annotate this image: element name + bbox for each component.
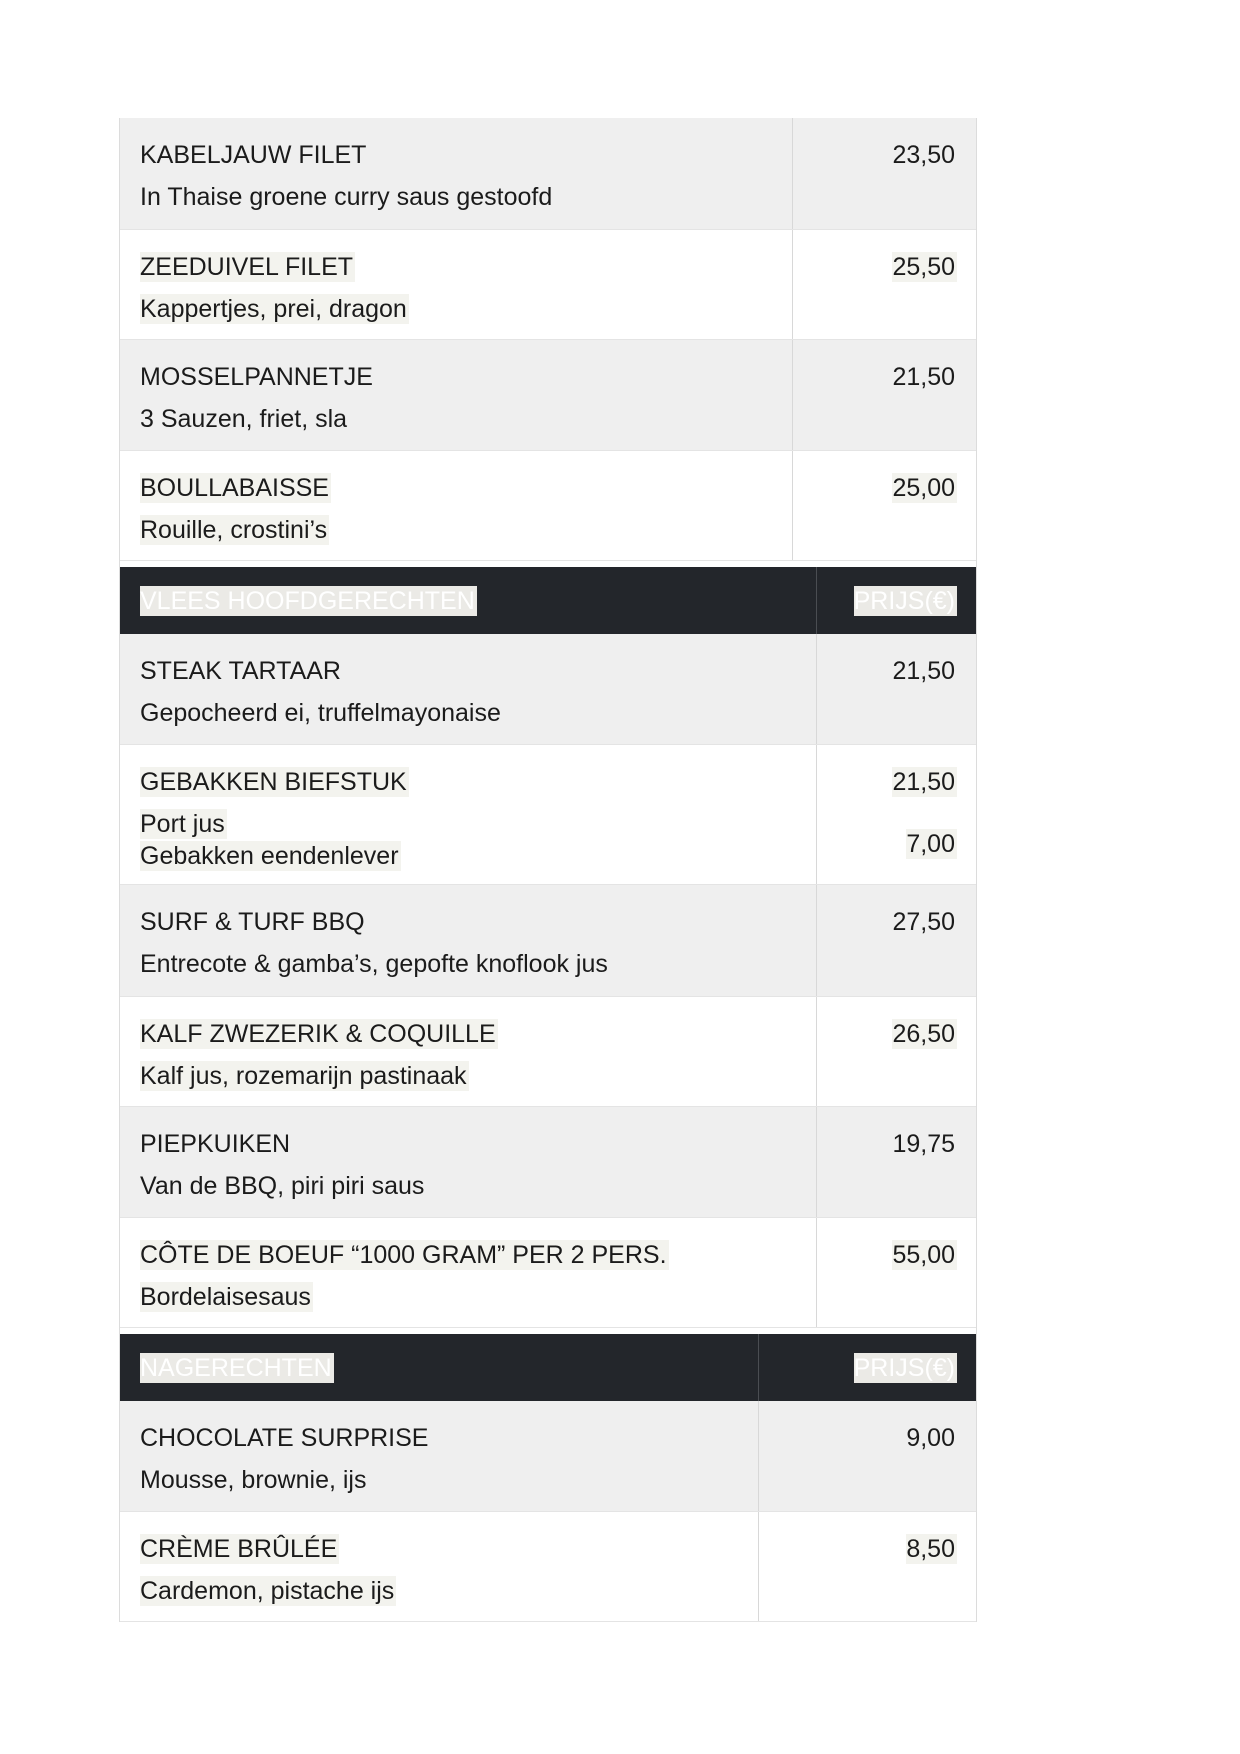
item-price: 21,50	[892, 768, 955, 796]
price-cell	[817, 885, 976, 996]
menu-row	[120, 885, 976, 997]
item-name: BOULLABAISSE	[140, 474, 329, 502]
item-description: Port jus	[140, 810, 225, 838]
menu-row	[120, 1512, 976, 1622]
item-cell	[120, 340, 793, 450]
menu-row	[120, 1401, 976, 1512]
meat-section	[120, 567, 976, 1328]
section-header	[120, 1334, 976, 1401]
dessert-section	[120, 1334, 976, 1622]
price-cell	[793, 230, 976, 339]
item-description: Cardemon, pistache ijs	[140, 1577, 395, 1605]
item-price: 19,75	[892, 1130, 955, 1158]
item-description: Rouille, crostini’s	[140, 516, 328, 544]
item-name: CÔTE DE BOEUF “1000 GRAM” PER 2 PERS.	[140, 1241, 667, 1269]
item-price: 27,50	[892, 908, 955, 936]
item-price: 9,00	[906, 1424, 955, 1452]
item-description: In Thaise groene curry saus gestoofd	[140, 183, 553, 211]
item-cell	[120, 885, 817, 996]
menu-row	[120, 230, 976, 340]
menu-row	[120, 1107, 976, 1218]
item-name: MOSSELPANNETJE	[140, 363, 373, 391]
item-description: Mousse, brownie, ijs	[140, 1466, 367, 1494]
section-header	[120, 567, 976, 634]
item-name: GEBAKKEN BIEFSTUK	[140, 768, 407, 796]
item-cell	[120, 1107, 817, 1217]
item-name: STEAK TARTAAR	[140, 657, 341, 685]
item-cell	[120, 997, 817, 1106]
item-price: 21,50	[892, 657, 955, 685]
price-cell	[759, 1512, 976, 1621]
price-cell	[817, 1218, 976, 1327]
item-description: 3 Sauzen, friet, sla	[140, 405, 348, 433]
item-cell	[120, 634, 817, 744]
item-price: 8,50	[906, 1535, 955, 1563]
price-cell	[817, 1107, 976, 1217]
section-title: VLEES HOOFDGERECHTEN	[140, 587, 475, 615]
item-name: CHOCOLATE SURPRISE	[140, 1424, 429, 1452]
price-cell	[817, 997, 976, 1106]
menu-row	[120, 1218, 976, 1328]
item-description: Kalf jus, rozemarijn pastinaak	[140, 1062, 467, 1090]
item-name: KALF ZWEZERIK & COQUILLE	[140, 1020, 496, 1048]
item-price: 25,00	[892, 474, 955, 502]
price-cell	[817, 745, 976, 884]
section-title-cell	[120, 567, 817, 634]
menu-row	[120, 997, 976, 1107]
item-price: 55,00	[892, 1241, 955, 1269]
item-cell	[120, 745, 817, 884]
item-description: Gepocheerd ei, truffelmayonaise	[140, 699, 501, 727]
price-cell	[759, 1401, 976, 1511]
item-price: 25,50	[892, 253, 955, 281]
item-cell	[120, 1512, 759, 1621]
item-description: Kappertjes, prei, dragon	[140, 295, 407, 323]
item-description: Van de BBQ, piri piri saus	[140, 1172, 425, 1200]
fish-section	[120, 118, 976, 561]
item-description: Bordelaisesaus	[140, 1283, 311, 1311]
price-cell	[817, 634, 976, 744]
section-title: NAGERECHTEN	[140, 1354, 332, 1382]
item-extra-price: 7,00	[906, 830, 955, 858]
item-description: Entrecote & gamba’s, gepofte knoflook jus	[140, 950, 608, 978]
price-header-cell	[759, 1334, 976, 1401]
section-title-cell	[120, 1334, 759, 1401]
item-name: KABELJAUW FILET	[140, 141, 367, 169]
item-extra-description: Gebakken eendenlever	[140, 842, 399, 870]
item-cell	[120, 230, 793, 339]
item-cell	[120, 118, 793, 229]
price-cell	[793, 451, 976, 560]
menu-row	[120, 340, 976, 451]
price-cell	[793, 118, 976, 229]
price-header: PRIJS(€)	[853, 1354, 955, 1382]
item-name: PIEPKUIKEN	[140, 1130, 291, 1158]
price-cell	[793, 340, 976, 450]
item-price: 26,50	[892, 1020, 955, 1048]
item-price: 23,50	[892, 141, 955, 169]
item-cell	[120, 1401, 759, 1511]
menu-row	[120, 634, 976, 745]
item-name: SURF & TURF BBQ	[140, 908, 365, 936]
item-cell	[120, 451, 793, 560]
price-header-cell	[817, 567, 976, 634]
item-name: CRÈME BRÛLÉE	[140, 1535, 338, 1563]
menu-row	[120, 451, 976, 561]
menu-table	[119, 118, 977, 1622]
item-cell	[120, 1218, 817, 1327]
menu-row	[120, 745, 976, 885]
menu-row	[120, 118, 976, 230]
price-header: PRIJS(€)	[853, 587, 955, 615]
item-price: 21,50	[892, 363, 955, 391]
item-name: ZEEDUIVEL FILET	[140, 253, 354, 281]
